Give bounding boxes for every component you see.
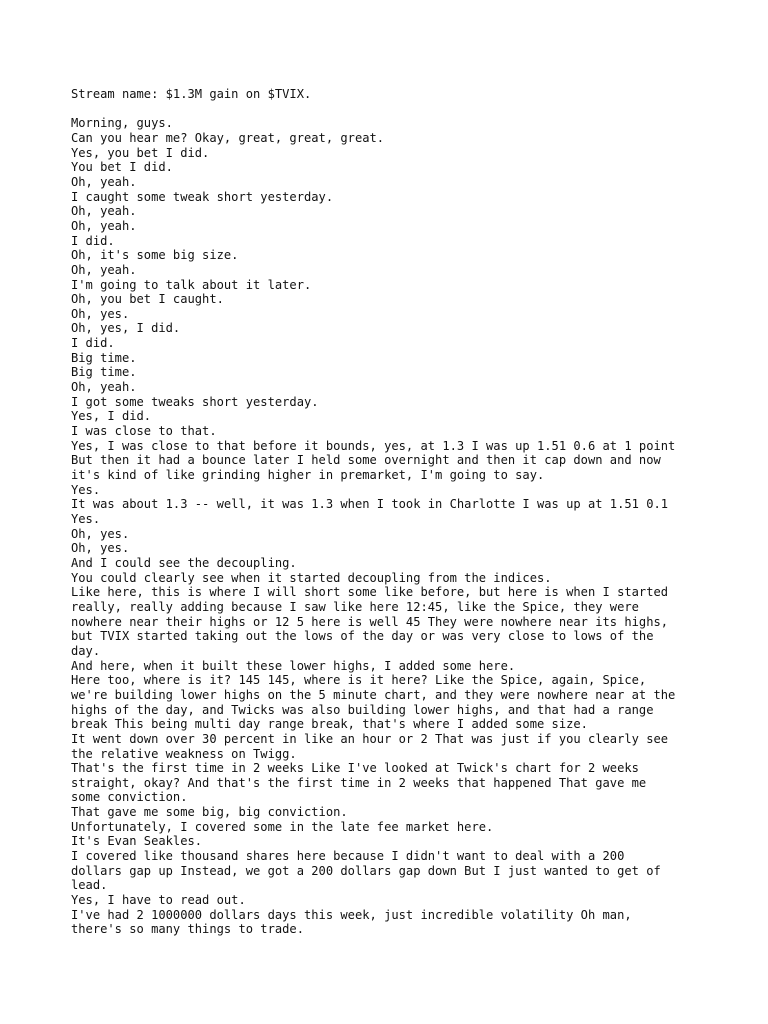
transcript-line: Unfortunately, I covered some in the late fee market here. (71, 819, 494, 834)
transcript-line: Yes, I was close to that before it bounds, yes, at 1.3 I was up 1.51 0.6 at 1 point (71, 438, 676, 453)
transcript-line: And I could see the decoupling. (71, 555, 297, 570)
transcript-line: But then it had a bounce later I held some overnight and then it cap down and now (71, 453, 661, 468)
transcript-line: I caught some tweak short yesterday. (71, 189, 334, 204)
transcript-line: I did. (71, 336, 115, 351)
blank-line (71, 102, 711, 117)
transcript-line: Yes, you bet I did. (71, 145, 210, 160)
transcript-line: It was about 1.3 -- well, it was 1.3 when I took in Charlotte I was up at 1.51 0.1 (71, 497, 669, 512)
transcript-page (71, 87, 711, 937)
transcript-line: You could clearly see when it started decoupling from the indices. (71, 570, 552, 585)
transcript-line: Oh, yeah. (71, 218, 137, 233)
transcript-line: the relative weakness on Twigg. (71, 746, 297, 761)
transcript-line: That gave me some big, big conviction. (71, 805, 348, 820)
transcript-line: You bet I did. (71, 160, 173, 175)
stream-name: Stream name: $1.3M gain on $TVIX. (71, 87, 312, 101)
transcript-line: dollars gap up Instead, we got a 200 dollars gap down But I just wanted to get of (71, 863, 661, 878)
transcript-line: I'm going to talk about it later. (71, 277, 312, 292)
transcript-line: Oh, yeah. (71, 204, 137, 219)
transcript-line: Like here, this is where I will short some like before, but here is when I started (71, 585, 669, 600)
transcript-line: It went down over 30 percent in like an hour or 2 That was just if you clearly see (71, 731, 669, 746)
transcript-line: Yes, I did. (71, 409, 152, 424)
transcript-line: Oh, yes. (71, 541, 130, 556)
transcript-line: we're building lower highs on the 5 minute chart, and they were nowhere near at the (71, 687, 676, 702)
transcript-line: Oh, it's some big size. (71, 248, 239, 263)
transcript-line: break This being multi day range break, that's where I added some size. (71, 717, 588, 732)
transcript-line: Oh, you bet I caught. (71, 292, 224, 307)
transcript-line: there's so many things to trade. (71, 922, 304, 937)
transcript-line: Oh, yeah. (71, 380, 137, 395)
transcript-line: Big time. (71, 365, 137, 380)
transcript-line: Morning, guys. (71, 116, 173, 131)
transcript-line: lead. (71, 878, 108, 893)
transcript-line: some conviction. (71, 790, 188, 805)
transcript-line: it's kind of like grinding higher in premarket, I'm going to say. (71, 468, 545, 483)
transcript-line: And here, when it built these lower highs, I added some here. (71, 658, 516, 673)
transcript-line: Oh, yes, I did. (71, 321, 181, 336)
transcript-line: I was close to that. (71, 424, 217, 439)
transcript-line: I got some tweaks short yesterday. (71, 394, 319, 409)
transcript-line: highs of the day, and Twicks was also building lower highs, and that had a range (71, 702, 654, 717)
transcript-line: I covered like thousand shares here because I didn't want to deal with a 200 (71, 849, 625, 864)
transcript-line: Oh, yes. (71, 526, 130, 541)
transcript-line: I did. (71, 233, 115, 248)
transcript-line: but TVIX started taking out the lows of the day or was very close to lows of the (71, 629, 654, 644)
transcript-line: Yes. (71, 482, 101, 497)
transcript-body (71, 116, 711, 937)
transcript-line: Oh, yeah. (71, 262, 137, 277)
transcript-line: straight, okay? And that's the first time in 2 weeks that happened That gave me (71, 775, 647, 790)
transcript-line: day. (71, 643, 101, 658)
transcript-line: really, really adding because I saw like here 12:45, like the Spice, they were (71, 599, 639, 614)
transcript-line: I've had 2 1000000 dollars days this week, just incredible volatility Oh man, (71, 907, 632, 922)
transcript-line: Big time. (71, 350, 137, 365)
transcript-line: Oh, yes. (71, 306, 130, 321)
transcript-line: Can you hear me? Okay, great, great, great. (71, 130, 385, 145)
transcript-line: Yes. (71, 512, 101, 527)
transcript-line: That's the first time in 2 weeks Like I've looked at Twick's chart for 2 weeks (71, 761, 639, 776)
transcript-line: Oh, yeah. (71, 174, 137, 189)
transcript-line: Here too, where is it? 145 145, where is it here? Like the Spice, again, Spice, (71, 673, 647, 688)
transcript-line: It's Evan Seakles. (71, 834, 203, 849)
transcript-line: Yes, I have to read out. (71, 893, 246, 908)
transcript-line: nowhere near their highs or 12 5 here is well 45 They were nowhere near its highs, (71, 614, 669, 629)
